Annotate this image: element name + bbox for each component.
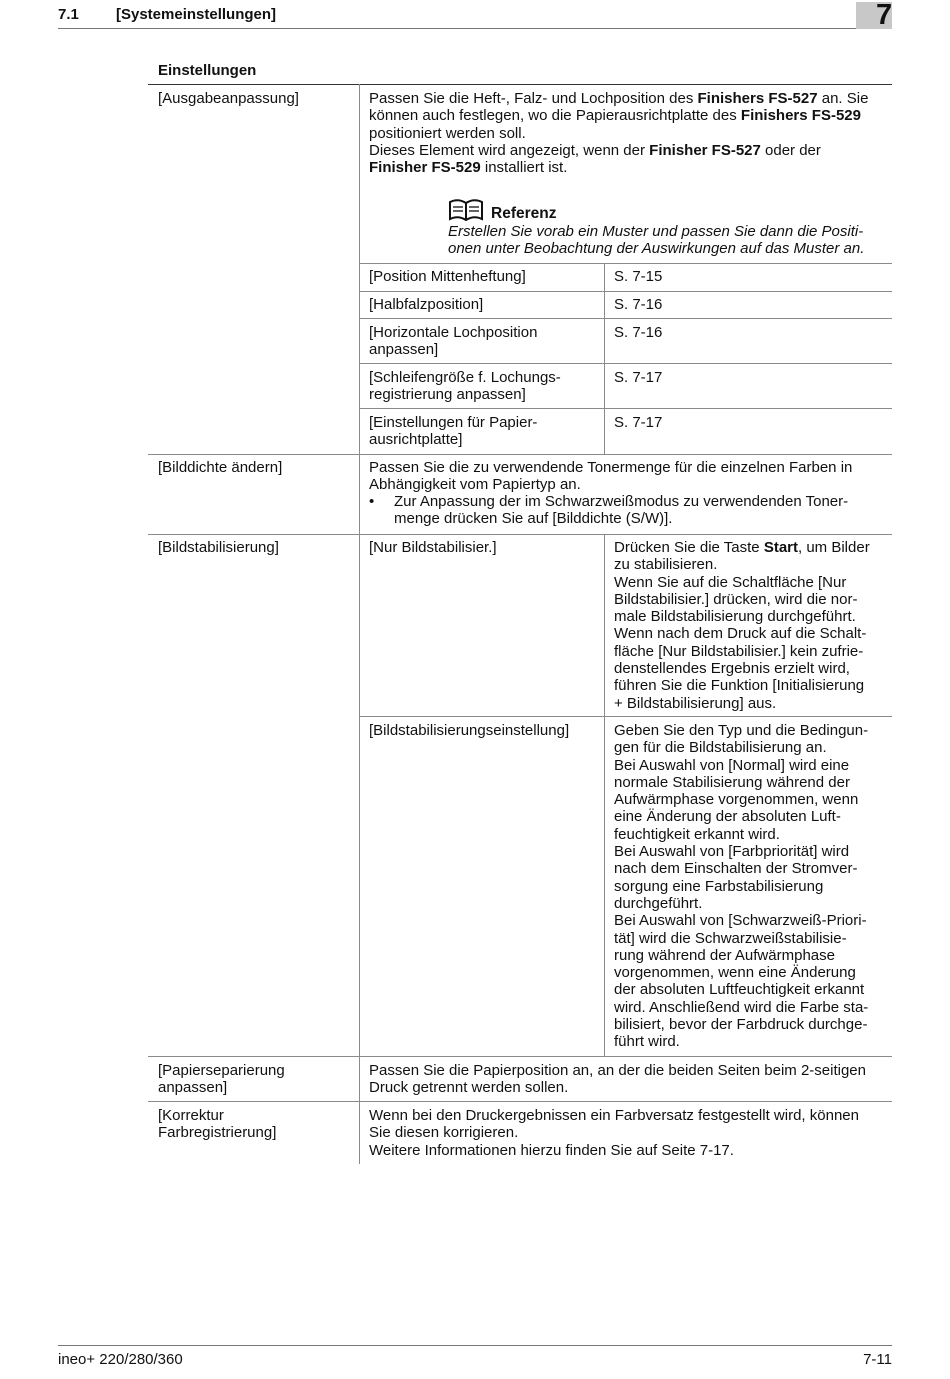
desc-line: Finisher FS-529 installiert ist. [369,159,568,177]
subitem-name: [Horizontale Lochposition anpassen] [369,324,538,359]
row-separator [359,291,892,292]
subitem-name: [Position Mittenheftung] [369,268,526,285]
row-separator [359,318,892,319]
ausgabe-description [369,90,889,176]
section-number: 7.1 [58,6,79,23]
subitem-page: S. 7-16 [614,296,663,313]
bullet-point: • [369,493,375,510]
book-icon [448,198,484,222]
papiersep-description: Passen Sie die Papierposition an, an der die beiden Seiten beim 2-seitigen Druck getrennt werden sollen. [369,1062,866,1097]
row-label-bildstabilisierung: [Bildstabilisierung] [158,539,279,556]
row-separator [148,1101,892,1102]
chapter-number: 7 [876,0,893,31]
bullet-text: Zur Anpassung der im Schwarzweißmodus zu verwendenden Toner- menge drücken Sie auf [Bilddichte (S/W)]. [394,493,849,528]
row-label-ausgabeanpassung: [Ausgabeanpassung] [158,90,299,107]
row-label-papierseparierung: [Papierseparierung anpassen] [158,1062,285,1097]
row-separator [148,534,892,535]
product-name: ineo+ 220/280/360 [58,1351,183,1368]
subitem-description: Drücken Sie die Taste Start, um Bilder zu stabilisieren. Wenn Sie auf die Schaltfläche [Nur Bildstabilisier.] drücken, wird die nor- male Bildstabilisierung durchgeführt. Wenn nach dem Druck auf die Schalt- fläche [Nur Bildstabilisier.] kein zufrie- denstellendes Ergebnis erzielt wird, führen Sie die Funktion [Initialisierung + Bildstabilisierung] aus. [614,539,870,712]
reference-text: Erstellen Sie vorab ein Muster und passen Sie dann die Positi- onen unter Beobachtung der Auswirkungen auf das Muster an. [448,223,865,258]
subitem-name: [Schleifengröße f. Lochungs- registrierung anpassen] [369,369,561,404]
page-number: 7-11 [863,1351,892,1368]
table-heading: Einstellungen [158,62,257,79]
row-separator [359,263,892,264]
bilddichte-description: Passen Sie die zu verwendende Tonermenge für die einzelnen Farben in Abhängigkeit vom Papiertyp an. [369,459,853,494]
page-header [58,4,892,29]
row-separator [359,363,892,364]
subitem-page: S. 7-15 [614,268,663,285]
row-separator [359,716,892,717]
row-separator [359,408,892,409]
subitem-page: S. 7-17 [614,414,663,431]
subitem-description: Geben Sie den Typ und die Bedingun- gen für die Bildstabilisierung an. Bei Auswahl von [Normal] wird eine normale Stabilisierung während der Aufwärmphase vorgenommen, wenn eine Änderung der absoluten Luft- feuchtigkeit erkannt wird. Bei Auswahl von [Farbpriorität] wird nach dem Einschalten der Stromver- sorgung eine Farbstabilisierung durchgeführt. Bei Auswahl von [Schwarzweiß-Priori- tät] wird die Schwarzweißstabilisie- rung während der Aufwärmphase vorgenommen, wenn eine Änderung der absoluten Luftfeuchtigkeit erkannt wird. Anschließend wird die Farbe sta- bilisiert, bevor der Farbdruck durchge- führt wird. [614,722,869,1051]
subitem-name: [Nur Bildstabilisier.] [369,539,497,556]
subitem-name: [Einstellungen für Papier- ausrichtplatte] [369,414,538,449]
row-separator [148,1056,892,1057]
korrektur-description: Wenn bei den Druckergebnissen ein Farbversatz festgestellt wird, können Sie diesen korrigieren. Weitere Informationen hierzu finden Sie auf Seite 7-17. [369,1107,859,1159]
row-separator [148,454,892,455]
subitem-name: [Bildstabilisierungseinstellung] [369,722,570,739]
subitem-page: S. 7-17 [614,369,663,386]
section-title: [Systemeinstellungen] [116,6,277,23]
desc-line: Dieses Element wird angezeigt, wenn der Finisher FS-527 oder der [369,141,821,159]
desc-line: positioniert werden soll. [369,124,526,142]
desc-line: Passen Sie die Heft-, Falz- und Lochposition des Finishers FS-527 an. Sie [369,90,869,107]
subitem-page: S. 7-16 [614,324,663,341]
reference-title: Referenz [491,205,557,222]
subtable-divider [604,534,605,1056]
table-top-rule [148,84,892,85]
subitem-name: [Halbfalzposition] [369,296,484,313]
footer-rule [58,1345,892,1346]
column-divider [359,84,360,1164]
row-label-bilddichte: [Bilddichte ändern] [158,459,283,476]
desc-line: können auch festlegen, wo die Papierausrichtplatte des Finishers FS-529 [369,107,861,125]
row-label-korrektur: [Korrektur Farbregistrierung] [158,1107,277,1142]
